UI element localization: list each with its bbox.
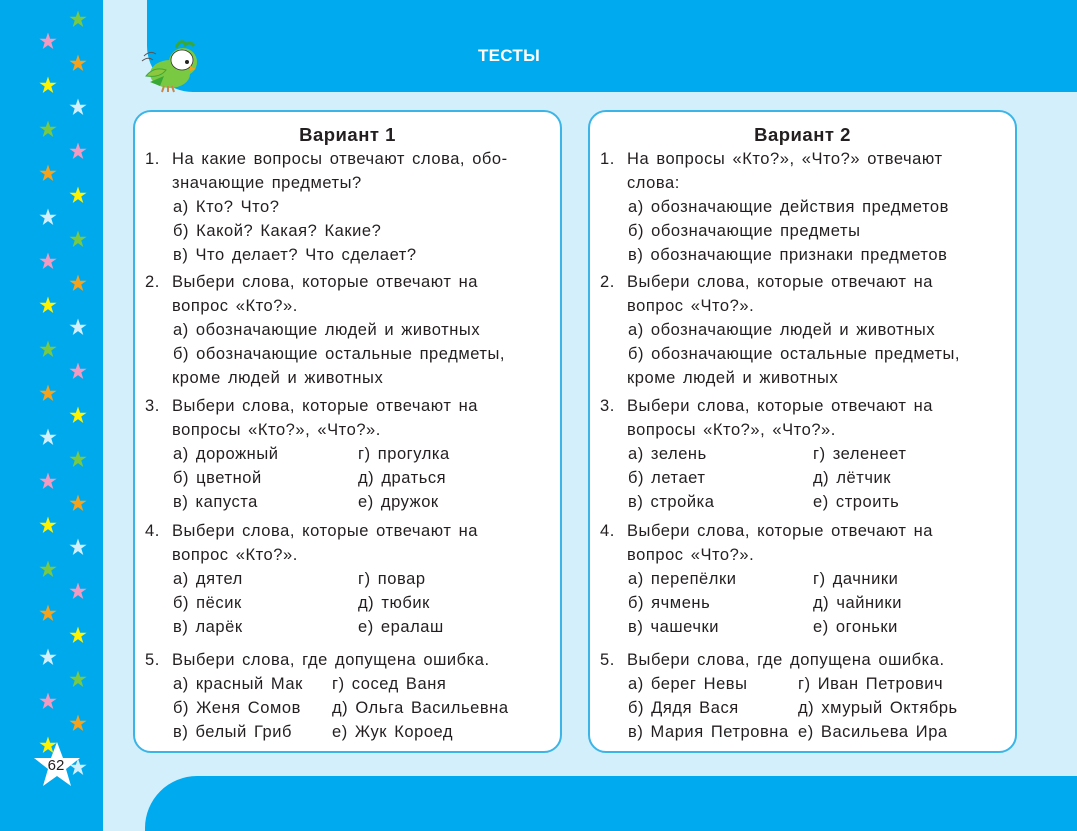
star-icon (39, 428, 57, 446)
star-icon (69, 142, 87, 160)
question-number: 2. (600, 273, 615, 291)
star-icon (69, 714, 87, 732)
answer-option: г) зеленеет (813, 445, 907, 463)
answer-option: в) ларёк (173, 618, 243, 636)
answer-option: е) Васильева Ира (798, 723, 948, 741)
answer-option: г) Иван Петрович (798, 675, 944, 693)
question-2 (600, 270, 1005, 390)
answer-option: а) зелень (628, 445, 707, 463)
star-icon (39, 516, 57, 534)
star-icon (69, 230, 87, 248)
star-icon (69, 582, 87, 600)
answer-row (145, 490, 550, 514)
answer-row (600, 720, 1005, 744)
question-line (145, 394, 550, 418)
star-icon (69, 274, 87, 292)
answer-option: а) обозначающие людей и животных (173, 321, 481, 339)
answer-row (145, 219, 550, 243)
answer-option: г) повар (358, 570, 426, 588)
question-text: вопрос «Что?». (627, 546, 755, 564)
answer-row (145, 567, 550, 591)
star-icon (39, 340, 57, 358)
star-icon (69, 406, 87, 424)
answer-row (145, 243, 550, 267)
question-line (600, 418, 1005, 442)
star-icon (39, 648, 57, 666)
question-text: На вопросы «Кто?», «Что?» отвечают (627, 150, 943, 168)
answer-option: д) лётчик (813, 469, 892, 487)
question-number: 5. (600, 651, 615, 669)
question-number: 3. (600, 397, 615, 415)
answer-option: б) пёсик (173, 594, 242, 612)
answer-option: б) ячмень (628, 594, 711, 612)
answer-row (600, 243, 1005, 267)
question-number: 1. (145, 150, 160, 168)
question-line (600, 543, 1005, 567)
question-text: вопрос «Что?». (627, 297, 755, 315)
variant-1-title: Вариант 1 (299, 124, 396, 145)
answer-option: а) обозначающие действия предметов (628, 198, 949, 216)
star-icon (69, 670, 87, 688)
answer-option: д) хмурый Октябрь (798, 699, 958, 717)
answer-option: д) драться (358, 469, 447, 487)
star-icon (69, 186, 87, 204)
question-number: 4. (600, 522, 615, 540)
answer-row (600, 466, 1005, 490)
question-line (145, 418, 550, 442)
page-number-star (33, 741, 81, 789)
answer-option: д) чайники (813, 594, 902, 612)
answer-option: а) берег Невы (628, 675, 748, 693)
answer-row (145, 318, 550, 342)
page-title (147, 46, 1077, 66)
question-5 (600, 648, 1005, 744)
question-number: 2. (145, 273, 160, 291)
question-3 (145, 394, 550, 514)
answer-row (600, 696, 1005, 720)
star-icon (39, 604, 57, 622)
star-icon (39, 120, 57, 138)
answer-option: а) дорожный (173, 445, 279, 463)
header-band (147, 0, 1077, 92)
question-line (145, 294, 550, 318)
question-number: 1. (600, 150, 615, 168)
star-icon (39, 208, 57, 226)
star-icon (69, 98, 87, 116)
star-icon (39, 164, 57, 182)
star-icon (69, 450, 87, 468)
answer-option: е) огоньки (813, 618, 898, 636)
answer-option: г) прогулка (358, 445, 450, 463)
answer-row (145, 366, 550, 390)
question-text: На какие вопросы отвечают слова, обо- (172, 150, 508, 168)
star-icon (69, 362, 87, 380)
star-icon (39, 472, 57, 490)
question-2 (145, 270, 550, 390)
answer-option: в) Мария Петровна (628, 723, 789, 741)
star-icon (39, 76, 57, 94)
answer-option: б) Дядя Вася (628, 699, 739, 717)
answer-row (600, 672, 1005, 696)
question-text: Выбери слова, где допущена ошибка. (627, 651, 945, 669)
answer-option: в) белый Гриб (173, 723, 293, 741)
star-icon (39, 32, 57, 50)
question-text: Выбери слова, которые отвечают на (627, 522, 933, 540)
answer-row (600, 442, 1005, 466)
star-icon (39, 692, 57, 710)
answer-option: в) обозначающие признаки предметов (628, 246, 948, 264)
answer-option: д) Ольга Васильевна (332, 699, 509, 717)
answer-row (145, 342, 550, 366)
answer-row (600, 219, 1005, 243)
page-title-text: ТЕСТЫ (477, 46, 541, 65)
answer-row (145, 591, 550, 615)
question-text: Выбери слова, где допущена ошибка. (172, 651, 490, 669)
answer-option: е) строить (813, 493, 900, 511)
question-text: значающие предметы? (172, 174, 362, 192)
answer-option: а) дятел (173, 570, 243, 588)
question-line (600, 394, 1005, 418)
question-line (145, 519, 550, 543)
question-4 (145, 519, 550, 639)
question-text: Выбери слова, которые отвечают на (172, 273, 478, 291)
answer-option: б) обозначающие остальные предметы, (173, 345, 506, 363)
question-text: вопрос «Кто?». (172, 297, 298, 315)
answer-option: г) дачники (813, 570, 899, 588)
answer-row (145, 720, 550, 744)
question-text: слова: (627, 174, 680, 192)
question-line (600, 147, 1005, 171)
answer-option: а) Кто? Что? (173, 198, 280, 216)
star-icon (69, 494, 87, 512)
bird-mascot-icon (138, 36, 208, 96)
question-line (600, 270, 1005, 294)
question-text: Выбери слова, которые отвечают на (172, 522, 478, 540)
answer-row (145, 696, 550, 720)
star-icon (69, 54, 87, 72)
answer-row (145, 195, 550, 219)
answer-option: б) обозначающие остальные предметы, (628, 345, 961, 363)
answer-option: г) сосед Ваня (332, 675, 447, 693)
answer-row (600, 195, 1005, 219)
answer-option: в) чашечки (628, 618, 720, 636)
answer-option-continuation: кроме людей и животных (172, 369, 384, 387)
question-4 (600, 519, 1005, 639)
question-3 (600, 394, 1005, 514)
answer-row (600, 615, 1005, 639)
answer-option: б) Какой? Какая? Какие? (173, 222, 382, 240)
question-line (145, 147, 550, 171)
star-icon (39, 296, 57, 314)
answer-row (600, 490, 1005, 514)
answer-row (145, 466, 550, 490)
answer-option: б) цветной (173, 469, 262, 487)
answer-option: е) ералаш (358, 618, 444, 636)
question-text: вопросы «Кто?», «Что?». (172, 421, 381, 439)
answer-option: б) обозначающие предметы (628, 222, 861, 240)
star-icon (39, 384, 57, 402)
answer-row (145, 442, 550, 466)
star-icon (69, 538, 87, 556)
star-icon (39, 560, 57, 578)
question-line (145, 270, 550, 294)
footer-band (145, 776, 1077, 831)
question-line (145, 171, 550, 195)
question-text: вопрос «Кто?». (172, 546, 298, 564)
question-number: 4. (145, 522, 160, 540)
answer-row (145, 615, 550, 639)
question-1 (600, 147, 1005, 267)
question-number: 5. (145, 651, 160, 669)
page-number: 62 (47, 757, 65, 774)
answer-row (600, 318, 1005, 342)
answer-option: в) Что делает? Что сделает? (173, 246, 417, 264)
question-line (600, 648, 1005, 672)
question-line (145, 648, 550, 672)
answer-option: е) дружок (358, 493, 439, 511)
star-icon (69, 10, 87, 28)
question-text: Выбери слова, которые отвечают на (627, 397, 933, 415)
question-number: 3. (145, 397, 160, 415)
answer-option: в) стройка (628, 493, 715, 511)
star-strip (0, 0, 103, 831)
star-icon (69, 318, 87, 336)
answer-row (600, 591, 1005, 615)
answer-option-continuation: кроме людей и животных (627, 369, 839, 387)
answer-option: а) красный Мак (173, 675, 303, 693)
question-text: Выбери слова, которые отвечают на (627, 273, 933, 291)
question-text: вопросы «Кто?», «Что?». (627, 421, 836, 439)
answer-row (600, 342, 1005, 366)
answer-row (600, 567, 1005, 591)
variant-2-card (588, 110, 1017, 753)
star-icon (39, 252, 57, 270)
question-line (145, 543, 550, 567)
answer-option: д) тюбик (358, 594, 430, 612)
answer-option: в) капуста (173, 493, 258, 511)
variant-2-title: Вариант 2 (754, 124, 851, 145)
answer-row (600, 366, 1005, 390)
question-line (600, 294, 1005, 318)
answer-option: б) летает (628, 469, 706, 487)
question-text: Выбери слова, которые отвечают на (172, 397, 478, 415)
answer-row (145, 672, 550, 696)
answer-option: б) Женя Сомов (173, 699, 301, 717)
question-line (600, 519, 1005, 543)
question-5 (145, 648, 550, 744)
question-1 (145, 147, 550, 267)
answer-option: е) Жук Короед (332, 723, 454, 741)
star-icon (69, 626, 87, 644)
question-line (600, 171, 1005, 195)
answer-option: а) обозначающие людей и животных (628, 321, 936, 339)
variant-1-card (133, 110, 562, 753)
answer-option: а) перепёлки (628, 570, 737, 588)
